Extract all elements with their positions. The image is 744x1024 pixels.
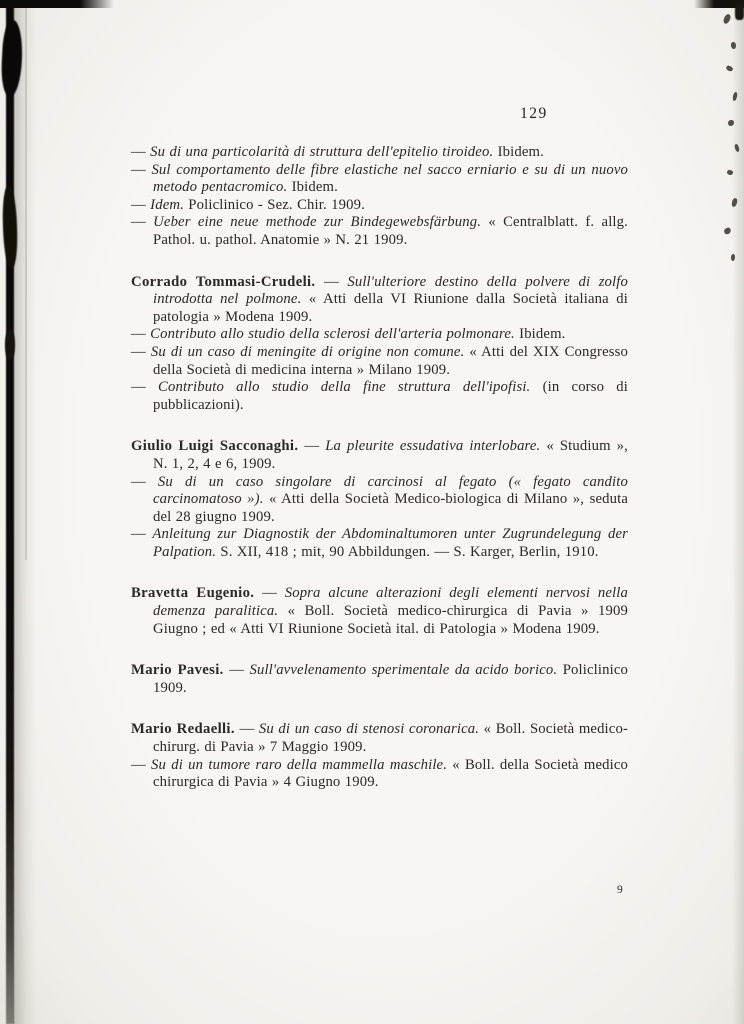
reference-text: (in corso di pubblicazioni). (153, 379, 628, 413)
page-edge-shade (732, 0, 744, 1024)
author-name: Corrado Tommasi-Crudeli. (131, 273, 316, 290)
work-title: Anleitung zur Diagnostik der Abdominaltumoren unter Zugrundelegung der Palpation. (152, 526, 628, 560)
scan-speck (722, 13, 731, 24)
scan-ink-blob (2, 186, 19, 268)
author-name: Mario Pavesi. (131, 662, 224, 679)
bibliography (131, 144, 628, 792)
work-title: Su di un caso singolare di carcinosi al fegato (« fegato candito carcinomatoso »). (153, 473, 628, 508)
scan-ink-blob (5, 330, 15, 360)
author-name: Giulio Luigi Sacconaghi. (131, 438, 299, 455)
page-number: 129 (520, 105, 548, 122)
work-title: Contributo allo studio della sclerosi dell'arteria polmonare. (150, 326, 515, 343)
reference-text: S. XII, 418 ; mit, 90 Abbildungen. — S. Karger, Berlin, 1910. (216, 543, 599, 560)
author-name: Bravetta Eugenio. (131, 585, 255, 602)
signature-mark: 9 (617, 884, 623, 896)
scan-speck (734, 144, 740, 153)
reference-text: — (131, 161, 152, 178)
reference-text: « Studium », N. 1, 2, 4 e 6, 1909. (153, 438, 628, 472)
reference-text: — (131, 343, 151, 360)
reference-text: — (131, 526, 153, 543)
bibliography-entry (131, 526, 628, 561)
reference-text: — (254, 585, 285, 602)
bibliography-group (131, 144, 628, 250)
reference-text: Policlinico - Sez. Chir. 1909. (183, 196, 365, 213)
reference-text: Ibidem. (514, 326, 566, 343)
work-title: Contributo allo studio della fine struttura dell'ipofisi. (158, 379, 531, 396)
binding-edge-bar (6, 0, 14, 1024)
work-title: Su di un caso di meningite di origine non comune. (150, 343, 465, 360)
reference-text: — (131, 379, 159, 396)
reference-text: — (131, 473, 158, 490)
work-title: Su di una particolarità di struttura dell'epitelio tiroideo. (150, 144, 494, 160)
bibliography-entry (131, 721, 628, 756)
scan-speck (726, 169, 734, 176)
reference-text: « Atti della VI Riunione dalla Società italiana di patologia » Modena 1909. (153, 291, 628, 325)
bibliography-group (131, 721, 628, 791)
scan-speck (723, 227, 732, 236)
reference-text: — (131, 756, 152, 773)
bibliography-group (131, 274, 628, 415)
bibliography-entry (131, 214, 628, 249)
bibliography-entry (131, 757, 628, 792)
bibliography-group (131, 662, 628, 697)
binding-shadow (13, 0, 37, 1024)
bibliography-group (131, 438, 628, 561)
bibliography-entry (131, 274, 628, 327)
scan-corner-mark (735, 4, 744, 20)
page-crease-line (25, 0, 27, 560)
bibliography-entry (131, 197, 628, 215)
reference-text: Policlinico 1909. (153, 662, 628, 696)
bibliography-entry (131, 438, 628, 473)
bibliography-entry (131, 162, 628, 197)
bibliography-entry (131, 344, 628, 379)
bibliography-entry (131, 144, 628, 162)
bibliography-entry (131, 585, 628, 638)
scan-speck (725, 64, 734, 72)
reference-text: « Boll. Società medico-chirurg. di Pavia » 7 Maggio 1909. (153, 721, 628, 756)
reference-text: — (223, 662, 250, 679)
work-title: Ueber eine neue methode zur Bindegewebsfärbung. (153, 214, 482, 231)
scan-edge-mark (0, 0, 114, 8)
bibliography-entry (131, 474, 628, 527)
work-title: Sull'ulteriore destino della polvere di zolfo introdotta nel polmone. (153, 273, 629, 308)
work-title: Sull'avvelenamento sperimentale da acido borico. (249, 662, 558, 679)
reference-text: « Centralblatt. f. allg. Pathol. u. pathol. Anatomie » N. 21 1909. (153, 214, 628, 248)
reference-text: — (131, 196, 151, 213)
reference-text: — (298, 438, 326, 455)
bibliography-group (131, 585, 628, 638)
reference-text: « Atti del XIX Congresso della Società di medicina interna » Milano 1909. (153, 343, 628, 378)
author-name: Mario Redaelli. (131, 721, 235, 738)
reference-text: — (131, 326, 151, 343)
scan-speck (731, 254, 735, 261)
scan-speck (728, 120, 734, 126)
scan-speck (732, 92, 738, 102)
reference-text: — (315, 273, 348, 290)
work-title: Su di un tumore raro della mammella maschile. (151, 756, 448, 773)
reference-text: — (234, 721, 259, 738)
scan-speck (731, 198, 738, 208)
reference-text: « Atti della Società Medico-biologica di Milano », seduta del 28 giugno 1909. (153, 491, 628, 525)
scan-edge-mark (694, 0, 744, 8)
work-title: Su di un caso di stenosi coronarica. (258, 721, 480, 738)
reference-text: — (131, 214, 154, 231)
reference-text: Ibidem. (287, 179, 338, 196)
work-title: Sopra alcune alterazioni degli elementi nervosi nella demenza paralitica. (153, 585, 628, 620)
work-title: Idem. (150, 196, 184, 213)
bibliography-entry (131, 326, 628, 344)
bibliography-entry (131, 662, 628, 697)
scan-speck (730, 41, 737, 49)
bibliography-entry (131, 379, 628, 414)
work-title: La pleurite essudativa interlobare. (325, 438, 541, 455)
reference-text: « Boll. della Società medico chirurgica di Pavia » 4 Giugno 1909. (153, 756, 629, 791)
reference-text: Ibidem. (493, 144, 544, 160)
scan-ink-blob (0, 20, 24, 97)
reference-text: — (131, 144, 151, 160)
reference-text: « Boll. Società medico-chirurgica di Pavia » 1909 Giugno ; ed « Atti VI Riunione Società ital. di Patologia » Modena 1909. (153, 603, 628, 637)
work-title: Sul comportamento delle fibre elastiche nel sacco erniario e su di un nuovo metodo pentacromico. (151, 161, 628, 196)
